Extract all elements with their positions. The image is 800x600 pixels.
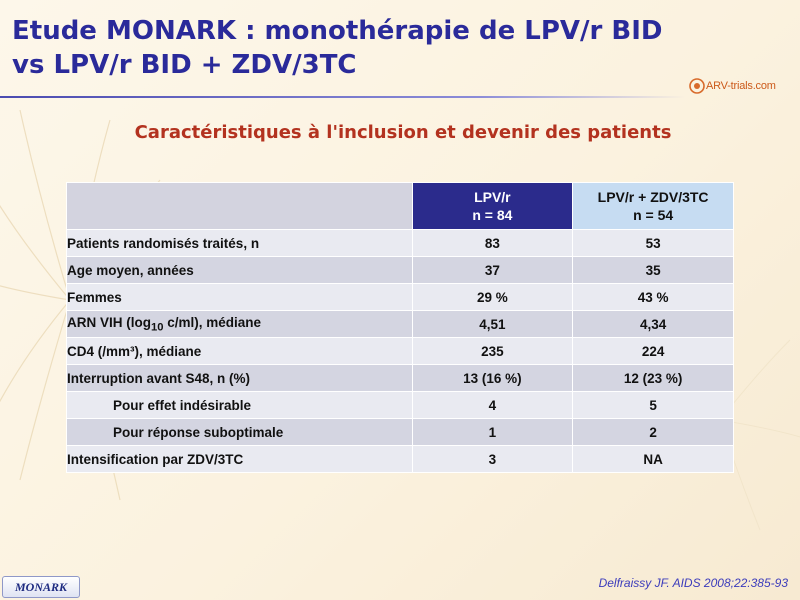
table-corner-cell (67, 183, 413, 230)
logo-text: ARV-trials.com (706, 80, 776, 92)
value-combo: 224 (573, 338, 734, 365)
row-label: Intensification par ZDV/3TC (67, 446, 413, 473)
table-row (67, 446, 734, 473)
table-row (67, 230, 734, 257)
row-label (67, 311, 413, 338)
row-label: Interruption avant S48, n (%) (67, 365, 413, 392)
row-label: Pour effet indésirable (67, 392, 413, 419)
value-lpv-r: 4 (412, 392, 573, 419)
slide-title-line2: vs LPV/r BID + ZDV/3TC (12, 50, 357, 80)
header-combo-n: n = 54 (633, 207, 674, 223)
header-lpv-r-zdv-3tc (573, 183, 734, 230)
patient-characteristics-table (66, 182, 734, 473)
table-row (67, 365, 734, 392)
slide-subtitle: Caractéristiques à l'inclusion et devenir des patients (134, 122, 672, 143)
title-underline (0, 96, 685, 98)
header-lpv-r-n: n = 84 (472, 207, 513, 223)
row-label: Pour réponse suboptimale (67, 419, 413, 446)
table-row (67, 392, 734, 419)
value-combo: 4,34 (573, 311, 734, 338)
value-combo: 53 (573, 230, 734, 257)
value-combo: 2 (573, 419, 734, 446)
header-lpv-r (412, 183, 573, 230)
monark-badge: MONARK (2, 576, 80, 598)
value-combo: 35 (573, 257, 734, 284)
arv-trials-logo (688, 76, 798, 100)
slide-title (12, 14, 662, 82)
value-lpv-r: 13 (16 %) (412, 365, 573, 392)
value-lpv-r: 29 % (412, 284, 573, 311)
row-label: CD4 (/mm³), médiane (67, 338, 413, 365)
table-row (67, 284, 734, 311)
value-lpv-r: 1 (412, 419, 573, 446)
value-lpv-r: 235 (412, 338, 573, 365)
value-lpv-r: 37 (412, 257, 573, 284)
header-lpv-r-name: LPV/r (474, 189, 511, 205)
value-combo: 43 % (573, 284, 734, 311)
value-combo: 5 (573, 392, 734, 419)
value-lpv-r: 4,51 (412, 311, 573, 338)
row-label-pre: ARN VIH (log (67, 314, 151, 330)
header-combo-name: LPV/r + ZDV/3TC (597, 189, 709, 205)
value-combo: NA (573, 446, 734, 473)
row-label: Femmes (67, 284, 413, 311)
table-header-row (67, 183, 734, 230)
table-row (67, 257, 734, 284)
row-label: Patients randomisés traités, n (67, 230, 413, 257)
slide-title-line1: Etude MONARK : monothérapie de LPV/r BID (12, 16, 663, 46)
row-label-post: c/ml), médiane (163, 314, 262, 330)
table-row (67, 419, 734, 446)
table-row (67, 311, 734, 338)
value-combo: 12 (23 %) (573, 365, 734, 392)
table-row (67, 338, 734, 365)
row-label-subscript: 10 (151, 321, 164, 334)
row-label: Age moyen, années (67, 257, 413, 284)
citation: Delfraissy JF. AIDS 2008;22:385-93 (598, 576, 788, 590)
value-lpv-r: 83 (412, 230, 573, 257)
value-lpv-r: 3 (412, 446, 573, 473)
logo-mark-icon (688, 76, 706, 96)
